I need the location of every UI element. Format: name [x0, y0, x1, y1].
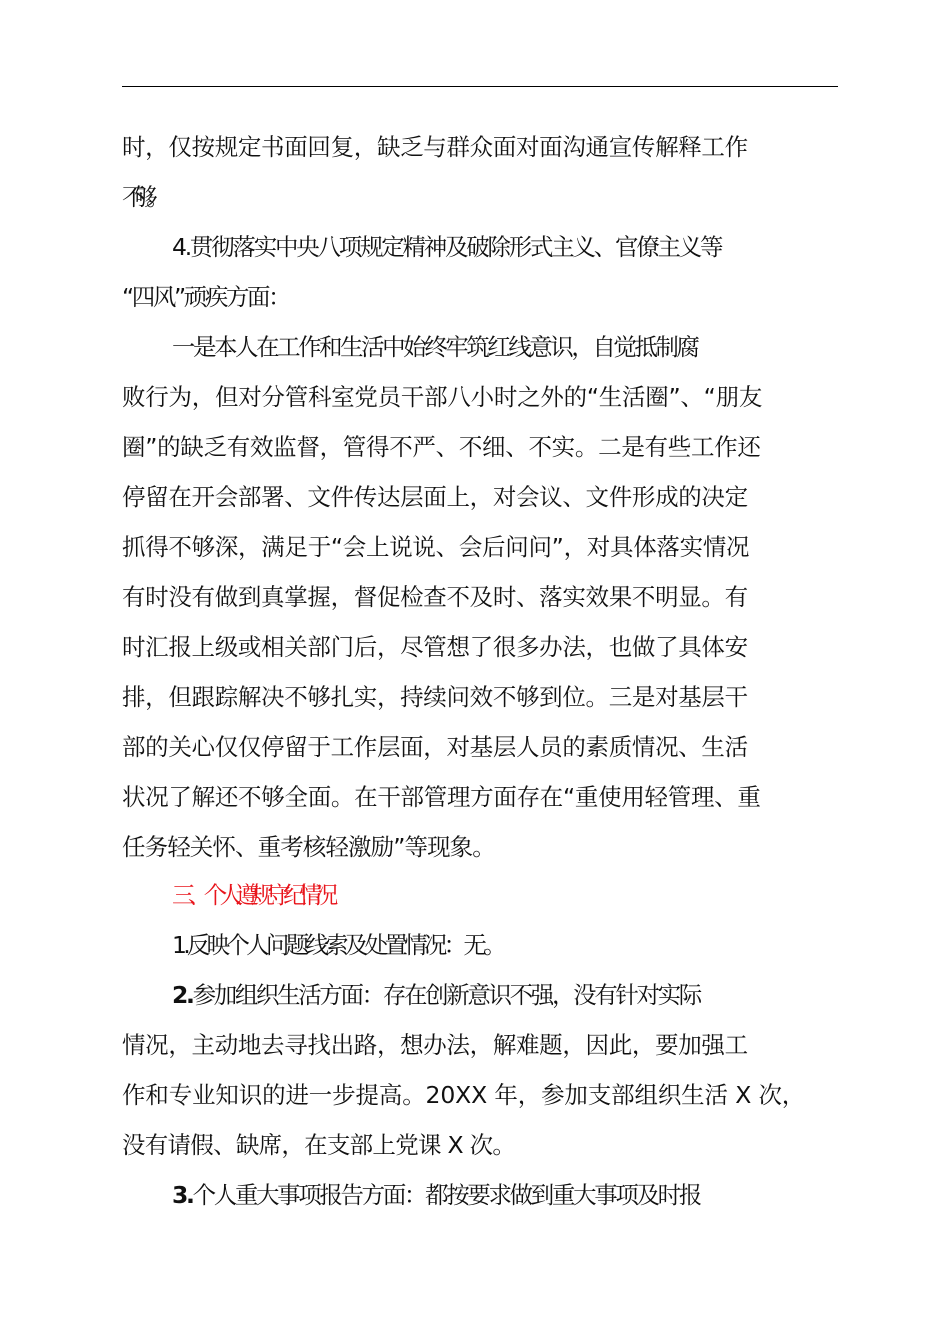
paragraph-line: 不够。	[122, 183, 159, 211]
item-2-line: 情况，主动地去寻找出路，想办法，解难题，因此，要加强工	[122, 1031, 748, 1059]
paragraph-line: 任务轻关怀、重考核轻激励”等现象。	[122, 833, 495, 861]
item-1: 1.反映个人问题线索及处置情况：无。	[172, 931, 503, 959]
paragraph-line: 有时没有做到真掌握，督促检查不及时、落实效果不明显。有	[122, 583, 748, 611]
header-rule	[122, 86, 838, 87]
paragraph-line: 停留在开会部署、文件传达层面上，对会议、文件形成的决定	[122, 483, 748, 511]
item-2-line: 没有请假、缺席，在支部上党课 X 次。	[122, 1131, 516, 1159]
item-3-number: 3.	[172, 1181, 193, 1209]
item-3-text: 个人重大事项报告方面：都按要求做到重大事项及时报	[192, 1181, 700, 1209]
paragraph-line: 状况了解还不够全面。在干部管理方面存在“重使用轻管理、重	[122, 783, 761, 811]
item-2-line: 作和专业知识的进一步提高。20XX 年，参加支部组织生活 X 次，	[122, 1081, 806, 1109]
item-2-first-line	[172, 980, 912, 1010]
paragraph-line: 部的关心仅仅停留于工作层面，对基层人员的素质情况、生活	[122, 733, 748, 761]
item-2-text: 参加组织生活方面：存在创新意识不强，没有针对实际	[192, 981, 700, 1009]
section-heading: 三、个人遵规守纪情况	[172, 881, 331, 909]
paragraph-line: 圈”的缺乏有效监督，管得不严、不细、不实。二是有些工作还	[122, 433, 761, 461]
paragraph-line: 抓得不够深，满足于“会上说说、会后问问”，对具体落实情况	[122, 533, 750, 561]
item-2-number: 2.	[172, 981, 193, 1009]
paragraph-line: 时，仅按规定书面回复，缺乏与群众面对面沟通宣传解释工作	[122, 133, 748, 161]
paragraph-line: 一是本人在工作和生活中始终牢筑红线意识，自觉抵制腐	[172, 333, 698, 361]
paragraph-line: 4.贯彻落实中央八项规定精神及破除形式主义、官僚主义等	[172, 233, 722, 261]
paragraph-line: “四风”顽疾方面：	[122, 283, 290, 311]
paragraph-line: 时汇报上级或相关部门后，尽管想了很多办法，也做了具体安	[122, 633, 748, 661]
paragraph-line: 败行为，但对分管科室党员干部八小时之外的“生活圈”、“朋友	[122, 383, 763, 411]
item-3-first-line	[172, 1180, 912, 1210]
paragraph-line: 排，但跟踪解决不够扎实，持续问效不够到位。三是对基层干	[122, 683, 748, 711]
